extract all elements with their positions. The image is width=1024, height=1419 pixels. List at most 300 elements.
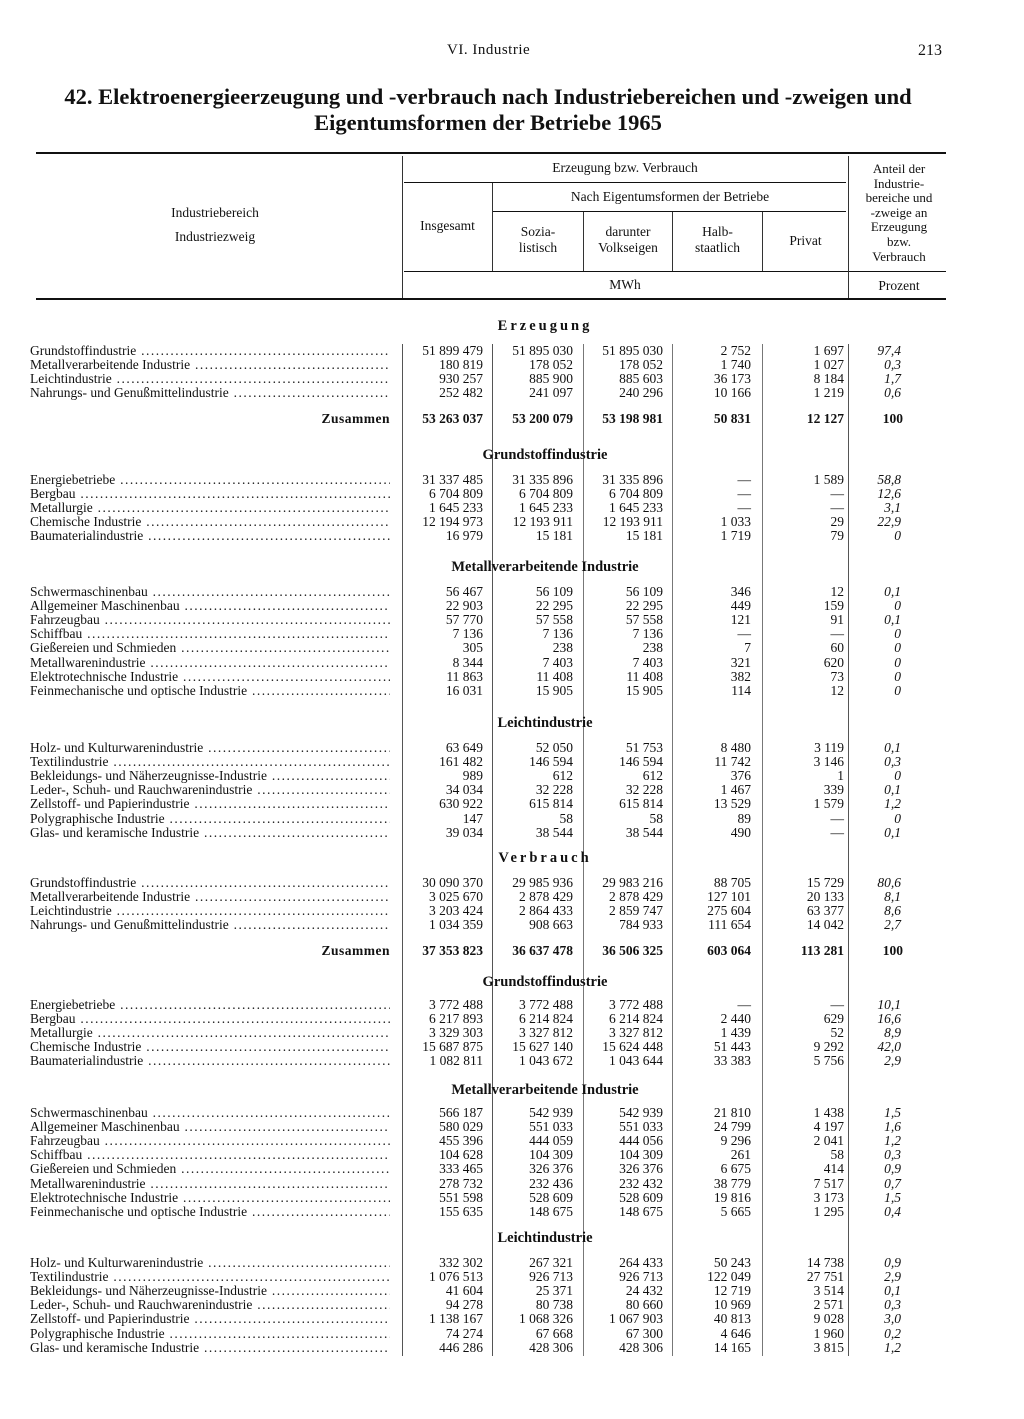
- cell-c6: 22,9: [877, 514, 901, 530]
- cell-c3: 1 645 233: [609, 500, 663, 516]
- header-nach-eigentumsformen: Nach Eigentumsformen der Betriebe: [570, 189, 770, 204]
- header-vline-1: [402, 156, 403, 298]
- table-row: [0, 1120, 1024, 1134]
- cell-c6: 12,6: [877, 486, 901, 502]
- cell-c3: 6 704 809: [609, 486, 663, 502]
- cell-c4: 10 969: [713, 1297, 751, 1313]
- cell-c5: 79: [830, 528, 844, 544]
- cell-c4: 346: [730, 584, 751, 599]
- cell-c3: 11 408: [626, 668, 663, 684]
- cell-c5: 7 517: [813, 1175, 844, 1191]
- cell-c6: 1,2: [884, 796, 901, 812]
- table-row: [0, 515, 1024, 529]
- cell-c5: 4 197: [813, 1119, 844, 1135]
- cell-c1: 11 863: [446, 668, 483, 684]
- cell-c3: 1 043 644: [609, 1053, 663, 1069]
- cell-c6: 2,9: [884, 1053, 901, 1069]
- cell-c4: 1 033: [720, 514, 751, 530]
- cell-c6: 0: [894, 528, 901, 544]
- table-row: [0, 1040, 1024, 1054]
- cell-c3: 232 432: [619, 1175, 663, 1191]
- section-title: Erzeugung: [497, 318, 593, 334]
- cell-c6: 0: [894, 626, 901, 642]
- header-anteil: [849, 162, 949, 264]
- cell-c5: 3 815: [813, 1339, 844, 1355]
- cell-c6: 2,7: [884, 917, 901, 933]
- cell-c2: 926 713: [529, 1269, 573, 1285]
- cell-c6: 0,1: [884, 782, 901, 798]
- row-label: Metallurgie .....: [30, 501, 390, 515]
- table-row: [0, 769, 1024, 783]
- cell-c2: 241 097: [529, 385, 573, 401]
- cell-c5: 27 751: [806, 1269, 844, 1285]
- cell-c6: 0,1: [884, 612, 901, 628]
- cell-c2: 56 109: [535, 584, 573, 599]
- header-unit-mwh: MWh: [609, 277, 641, 292]
- header-volkseigen-line-2: Volkseigen: [598, 240, 658, 255]
- cell-c3: 32 228: [625, 782, 663, 798]
- cell-c3: 926 713: [619, 1269, 663, 1285]
- section-title: Leichtindustrie: [497, 1230, 593, 1246]
- cell-c1: 57 770: [445, 612, 483, 628]
- cell-c6: 100: [882, 943, 903, 959]
- table-row: [0, 1106, 1024, 1120]
- cell-c1: 580 029: [439, 1119, 483, 1135]
- total-row: [0, 412, 1024, 426]
- cell-c2: 528 609: [529, 1189, 573, 1205]
- cell-c3: 36 506 325: [602, 943, 663, 959]
- header-top-rule: [36, 152, 946, 154]
- table-row: [0, 1148, 1024, 1162]
- row-label: Glas- und keramische Industrie .....: [30, 826, 390, 840]
- table-row: [0, 1191, 1024, 1205]
- header-anteil-line-1: Anteil der: [872, 161, 926, 176]
- cell-c6: 0: [894, 768, 901, 784]
- cell-c1: 989: [462, 768, 483, 784]
- cell-c3: 51 753: [625, 740, 663, 755]
- table-row: [0, 1312, 1024, 1326]
- cell-c5: 9 028: [813, 1311, 844, 1327]
- row-label: Zellstoff- und Papierindustrie .....: [30, 797, 390, 811]
- cell-c6: 0: [894, 598, 901, 614]
- table-row: [0, 585, 1024, 599]
- table-row: [0, 755, 1024, 769]
- cell-c5: 58: [830, 1147, 844, 1163]
- cell-c4: 38 779: [713, 1175, 751, 1191]
- cell-c1: 147: [462, 810, 483, 826]
- table-row: [0, 473, 1024, 487]
- cell-c4: 111 654: [708, 917, 751, 933]
- cell-c3: 6 214 824: [609, 1011, 663, 1027]
- table-row: [0, 1177, 1024, 1191]
- cell-c2: 1 645 233: [519, 500, 573, 516]
- cell-c3: 240 296: [619, 385, 663, 401]
- cell-c2: 15 905: [535, 682, 573, 698]
- row-label: Bekleidungs- und Näherzeugnisse-Industrie .....: [30, 769, 390, 783]
- row-label: Elektrotechnische Industrie .....: [30, 1191, 390, 1205]
- cell-c4: 4 646: [720, 1325, 751, 1341]
- cell-c2: 2 864 433: [519, 903, 573, 919]
- cell-c3: 56 109: [625, 584, 663, 599]
- table-row: [0, 627, 1024, 641]
- table-row: [0, 1012, 1024, 1026]
- row-label: Metallverarbeitende Industrie .....: [30, 890, 390, 904]
- cell-c3: 428 306: [619, 1339, 663, 1355]
- cell-c5: 9 292: [813, 1039, 844, 1055]
- row-label: Bergbau .....: [30, 487, 390, 501]
- cell-c3: 80 660: [625, 1297, 663, 1313]
- cell-c6: 100: [882, 411, 903, 427]
- cell-c1: 332 302: [439, 1255, 483, 1270]
- cell-c2: 232 436: [529, 1175, 573, 1191]
- cell-c6: 2,9: [884, 1269, 901, 1285]
- cell-c6: 0,3: [884, 1297, 901, 1313]
- header-rule-units: [404, 271, 946, 272]
- table-row: [0, 1256, 1024, 1270]
- total-row: [0, 944, 1024, 958]
- cell-c2: 57 558: [535, 612, 573, 628]
- table-row: [0, 358, 1024, 372]
- table-row: [0, 656, 1024, 670]
- cell-c1: 1 138 167: [429, 1311, 483, 1327]
- cell-c6: 97,4: [877, 343, 901, 358]
- cell-c2: 178 052: [529, 357, 573, 373]
- cell-c6: 8,6: [884, 903, 901, 919]
- cell-c4: 6 675: [720, 1161, 751, 1177]
- header-sozialistisch: [494, 224, 582, 256]
- cell-c2: 2 878 429: [519, 889, 573, 905]
- cell-c1: 333 465: [439, 1161, 483, 1177]
- table-row: [0, 1134, 1024, 1148]
- cell-c3: 15 181: [625, 528, 663, 544]
- row-label: Fahrzeugbau .....: [30, 1134, 390, 1148]
- cell-c3: 12 193 911: [602, 514, 663, 530]
- cell-c5: 2 041: [813, 1133, 844, 1149]
- cell-c3: 15 905: [625, 682, 663, 698]
- section-title: Verbrauch: [498, 850, 592, 866]
- cell-c5: 3 146: [813, 754, 844, 770]
- cell-c3: 104 309: [619, 1147, 663, 1163]
- table-row: [0, 998, 1024, 1012]
- row-label: Glas- und keramische Industrie .....: [30, 1341, 390, 1355]
- cell-c3: 7 403: [632, 654, 663, 670]
- row-label: Chemische Industrie .....: [30, 515, 390, 529]
- cell-c3: 551 033: [619, 1119, 663, 1135]
- cell-c1: 37 353 823: [422, 943, 483, 959]
- cell-c3: 2 878 429: [609, 889, 663, 905]
- cell-c5: —: [830, 997, 844, 1012]
- cell-c5: 63 377: [806, 903, 844, 919]
- cell-c1: 53 263 037: [422, 411, 483, 427]
- cell-c3: 7 136: [632, 626, 663, 642]
- cell-c4: 1 740: [720, 357, 751, 373]
- cell-c2: 7 136: [542, 626, 573, 642]
- cell-c1: 51 899 479: [422, 343, 483, 358]
- cell-c5: 8 184: [813, 371, 844, 387]
- table-row: [0, 344, 1024, 358]
- cell-c3: 542 939: [619, 1105, 663, 1120]
- cell-c4: —: [737, 486, 751, 502]
- cell-c2: 542 939: [529, 1105, 573, 1120]
- cell-c6: 10,1: [877, 997, 901, 1012]
- cell-c5: 91: [830, 612, 844, 628]
- cell-c1: 8 344: [452, 654, 483, 670]
- section-title: Metallverarbeitende Industrie: [451, 1082, 639, 1098]
- table-row: [0, 904, 1024, 918]
- row-label: Baumaterialindustrie .....: [30, 529, 390, 543]
- cell-c5: 52: [830, 1025, 844, 1041]
- table-row: [0, 372, 1024, 386]
- header-rule-eigentumsformen: [493, 211, 846, 212]
- section-title: Grundstoffindustrie: [482, 974, 608, 990]
- cell-c6: 0,1: [884, 584, 901, 599]
- cell-c1: 56 467: [445, 584, 483, 599]
- cell-c1: 30 090 370: [422, 875, 483, 890]
- table-row: [0, 876, 1024, 890]
- cell-c2: 51 895 030: [512, 343, 573, 358]
- cell-c2: 15 181: [535, 528, 573, 544]
- cell-c1: 180 819: [439, 357, 483, 373]
- cell-c2: 29 985 936: [512, 875, 573, 890]
- cell-c6: 1,2: [884, 1133, 901, 1149]
- cell-c4: 10 166: [713, 385, 751, 401]
- cell-c2: 7 403: [542, 654, 573, 670]
- cell-c1: 155 635: [439, 1203, 483, 1219]
- cell-c2: 148 675: [529, 1203, 573, 1219]
- header-unit-prozent: Prozent: [878, 278, 920, 293]
- cell-c1: 74 274: [445, 1325, 483, 1341]
- cell-c2: 238: [552, 640, 573, 656]
- cell-c3: 146 594: [619, 754, 663, 770]
- cell-c5: 14 042: [806, 917, 844, 933]
- header-anteil-line-3: bereiche und: [865, 190, 933, 206]
- header-sozialistisch-line-1: Sozia-: [520, 224, 556, 239]
- section-heading: VI. Industrie: [447, 42, 531, 58]
- cell-c6: 1,5: [884, 1105, 901, 1120]
- table-row: [0, 797, 1024, 811]
- cell-c1: 16 031: [445, 682, 483, 698]
- row-label: Energiebetriebe .....: [30, 998, 390, 1012]
- cell-c4: 19 816: [713, 1189, 751, 1205]
- cell-c1: 930 257: [439, 371, 483, 387]
- cell-c1: 630 922: [439, 796, 483, 812]
- cell-c4: 7: [744, 640, 751, 656]
- row-label: Grundstoffindustrie .....: [30, 876, 390, 890]
- header-halbstaatlich-line-1: Halb-: [702, 224, 733, 239]
- cell-c5: —: [830, 486, 844, 502]
- cell-c2: 52 050: [535, 740, 573, 755]
- cell-c5: 3 514: [813, 1283, 844, 1299]
- cell-c2: 36 637 478: [512, 943, 573, 959]
- cell-c3: 3 327 812: [609, 1025, 663, 1041]
- cell-c4: 50 243: [713, 1255, 751, 1270]
- cell-c6: 0: [894, 810, 901, 826]
- cell-c5: 1 438: [813, 1105, 844, 1120]
- cell-c1: 3 025 670: [429, 889, 483, 905]
- cell-c6: 0,4: [884, 1203, 901, 1219]
- row-label: Gießereien und Schmieden .....: [30, 1162, 390, 1176]
- header-anteil-line-4: -zweige an: [870, 204, 928, 220]
- cell-c4: 12 719: [713, 1283, 751, 1299]
- header-vline-2: [492, 183, 493, 271]
- cell-c4: 24 799: [713, 1119, 751, 1135]
- row-label: Schiffbau .....: [30, 1148, 390, 1162]
- cell-c5: 12: [830, 584, 844, 599]
- cell-c3: 24 432: [625, 1283, 663, 1299]
- cell-c6: 0: [894, 640, 901, 656]
- row-label: Textilindustrie .....: [30, 755, 390, 769]
- cell-c4: 21 810: [713, 1105, 751, 1120]
- cell-c6: 0,9: [884, 1255, 901, 1270]
- cell-c4: —: [737, 997, 751, 1012]
- cell-c1: 252 482: [439, 385, 483, 401]
- table-row: [0, 501, 1024, 515]
- cell-c1: 455 396: [439, 1133, 483, 1149]
- cell-c6: 0: [894, 682, 901, 698]
- cell-c6: 0,1: [884, 740, 901, 755]
- cell-c5: 1 027: [813, 357, 844, 373]
- table-row: [0, 529, 1024, 543]
- row-label: Leichtindustrie .....: [30, 904, 390, 918]
- cell-c1: 566 187: [439, 1105, 483, 1120]
- row-label: Feinmechanische und optische Industrie .....: [30, 1205, 390, 1219]
- row-label: Polygraphische Industrie .....: [30, 812, 390, 826]
- cell-c4: —: [737, 472, 751, 487]
- cell-c4: 36 173: [713, 371, 751, 387]
- cell-c3: 22 295: [625, 598, 663, 614]
- cell-c1: 6 704 809: [429, 486, 483, 502]
- table-row: [0, 1162, 1024, 1176]
- row-label: Gießereien und Schmieden .....: [30, 641, 390, 655]
- header-anteil-line-2: Industrie-: [873, 175, 925, 191]
- cell-c2: 22 295: [535, 598, 573, 614]
- header-erzeugung-verbrauch: Erzeugung bzw. Verbrauch: [552, 160, 698, 175]
- row-label: Leder-, Schuh- und Rauchwarenindustrie .....: [30, 783, 390, 797]
- cell-c4: 449: [730, 598, 751, 614]
- cell-c3: 57 558: [625, 612, 663, 628]
- table-row: [0, 1205, 1024, 1219]
- cell-c1: 16 979: [445, 528, 483, 544]
- cell-c6: 0,6: [884, 385, 901, 401]
- cell-c3: 784 933: [619, 917, 663, 933]
- cell-c3: 528 609: [619, 1189, 663, 1205]
- cell-c1: 3 203 424: [429, 903, 483, 919]
- cell-c4: 376: [730, 768, 751, 784]
- cell-c5: —: [830, 500, 844, 516]
- cell-c2: 6 704 809: [519, 486, 573, 502]
- table-row: [0, 386, 1024, 400]
- table-row: [0, 918, 1024, 932]
- cell-c6: 0,3: [884, 754, 901, 770]
- section-title: Leichtindustrie: [497, 715, 593, 731]
- row-label: Allgemeiner Maschinenbau .....: [30, 1120, 390, 1134]
- header-sozialistisch-line-2: listisch: [518, 240, 558, 255]
- cell-c5: 113 281: [800, 943, 844, 959]
- cell-c2: 612: [552, 768, 573, 784]
- cell-c5: 20 133: [806, 889, 844, 905]
- cell-c2: 3 772 488: [519, 997, 573, 1012]
- cell-c5: 14 738: [806, 1255, 844, 1270]
- cell-c1: 34 034: [445, 782, 483, 798]
- table-row: [0, 1054, 1024, 1068]
- cell-c4: 490: [730, 824, 751, 840]
- cell-c1: 1 034 359: [429, 917, 483, 933]
- cell-c1: 305: [462, 640, 483, 656]
- section-title: Metallverarbeitende Industrie: [451, 559, 639, 575]
- cell-c2: 1 043 672: [519, 1053, 573, 1069]
- cell-c2: 67 668: [535, 1325, 573, 1341]
- header-rule-erzeugung: [404, 182, 846, 183]
- table-row: [0, 670, 1024, 684]
- row-label: Leichtindustrie .....: [30, 372, 390, 386]
- cell-c5: 73: [830, 668, 844, 684]
- cell-c6: 3,1: [884, 500, 901, 516]
- cell-c3: 444 056: [619, 1133, 663, 1149]
- cell-c4: 122 049: [707, 1269, 751, 1285]
- cell-c1: 3 329 303: [429, 1025, 483, 1041]
- row-label: Metallwarenindustrie .....: [30, 656, 390, 670]
- cell-c4: 603 064: [707, 943, 751, 959]
- cell-c3: 326 376: [619, 1161, 663, 1177]
- cell-c3: 53 198 981: [602, 411, 663, 427]
- cell-c5: 2 571: [813, 1297, 844, 1313]
- table-row: [0, 1026, 1024, 1040]
- cell-c6: 1,2: [884, 1339, 901, 1355]
- cell-c4: 121: [730, 612, 751, 628]
- row-label: Metallwarenindustrie .....: [30, 1177, 390, 1191]
- cell-c3: 612: [642, 768, 663, 784]
- cell-c1: 1 645 233: [429, 500, 483, 516]
- cell-c2: 104 309: [529, 1147, 573, 1163]
- cell-c4: 51 443: [713, 1039, 751, 1055]
- header-volkseigen-line-1: darunter: [605, 224, 651, 239]
- cell-c6: 1,7: [884, 371, 901, 387]
- cell-c6: 58,8: [877, 472, 901, 487]
- cell-c3: 148 675: [619, 1203, 663, 1219]
- table-row: [0, 826, 1024, 840]
- row-label: Zusammen: [321, 944, 390, 959]
- cell-c5: 3 119: [814, 740, 844, 755]
- header-industriebereich: Industriebereich: [171, 205, 259, 220]
- cell-c6: 1,6: [884, 1119, 901, 1135]
- table-row: [0, 741, 1024, 755]
- row-label: Metallverarbeitende Industrie .....: [30, 358, 390, 372]
- header-halbstaatlich-line-2: staatlich: [695, 240, 740, 255]
- cell-c4: 127 101: [707, 889, 751, 905]
- cell-c1: 41 604: [445, 1283, 483, 1299]
- cell-c1: 1 082 811: [429, 1053, 483, 1069]
- cell-c2: 31 335 896: [512, 472, 573, 487]
- cell-c5: 1 697: [813, 343, 844, 358]
- cell-c4: 33 383: [713, 1053, 751, 1069]
- cell-c4: 11 742: [714, 754, 751, 770]
- header-anteil-line-5: Erzeugung: [870, 219, 928, 235]
- cell-c3: 31 335 896: [602, 472, 663, 487]
- row-label: Grundstoffindustrie .....: [30, 344, 390, 358]
- cell-c5: 60: [830, 640, 844, 656]
- cell-c5: 1 219: [813, 385, 844, 401]
- cell-c1: 15 687 875: [422, 1039, 483, 1055]
- cell-c5: 620: [823, 654, 844, 670]
- row-label: Schwermaschinenbau .....: [30, 585, 390, 599]
- cell-c2: 908 663: [529, 917, 573, 933]
- table-row: [0, 487, 1024, 501]
- cell-c5: 159: [823, 598, 844, 614]
- cell-c5: 12: [830, 682, 844, 698]
- table-row: [0, 1284, 1024, 1298]
- page-number: 213: [918, 42, 942, 59]
- table-row: [0, 684, 1024, 698]
